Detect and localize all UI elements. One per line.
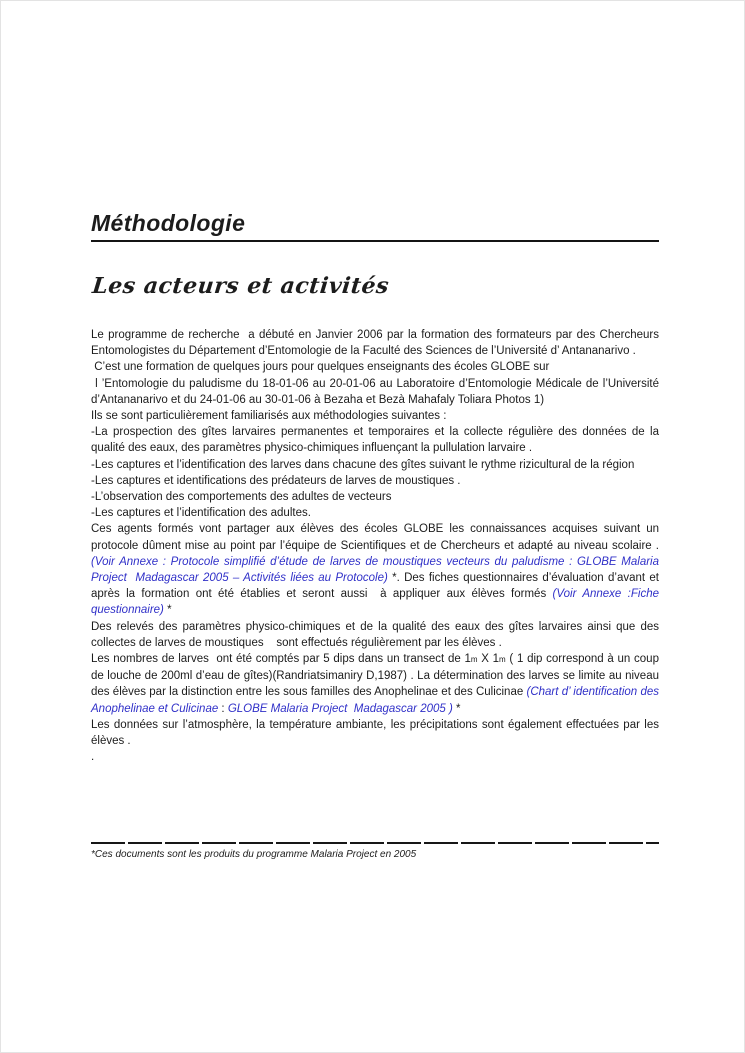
paragraph xyxy=(91,489,659,505)
text-segment: m xyxy=(499,655,506,665)
text-segment: -La prospection des gîtes larvaires permanentes et temporaires et la collecte régulière des données de la qualité des eaux, des paramètres physico-chimiques influençant la pullulation larvaire . xyxy=(91,426,663,455)
footnote-text: *Ces documents sont les produits du programme Malaria Project en 2005 xyxy=(91,849,417,860)
paragraph xyxy=(91,717,663,749)
paragraph xyxy=(91,521,663,618)
paragraph xyxy=(91,376,663,408)
text-segment: -Les captures et l’identification des adultes. xyxy=(91,507,311,520)
text-segment: C’est une formation de quelques jours pour quelques enseignants des écoles GLOBE sur xyxy=(91,361,550,374)
annex-reference: (Voir Annexe :Fiche questionnaire) xyxy=(91,588,663,617)
paragraph xyxy=(91,408,659,424)
text-segment: Des relevés des paramètres physico-chimiques et de la qualité des eaux des gîtes larvaires ainsi que des collectes de larves de moustiques sont effectués régulièrement par les élèves . xyxy=(91,620,663,649)
title-underline-rule xyxy=(91,240,659,242)
paragraph xyxy=(91,651,663,717)
text-segment: *. Des fiches questionnaires d’évaluation d’avant et après la formation ont été établies et seront aussi à appliquer aux élèves formés xyxy=(91,572,663,601)
text-segment: l ’Entomologie du paludisme du 18-01-06 au 20-01-06 au Laboratoire d’Entomologie Médicale de l’Université d’Antananarivo et du 24-01-06 au 30-01-06 à Bezaha et Bezà Mahafaly Toliara Photos 1) xyxy=(91,377,663,406)
paragraph xyxy=(91,473,659,489)
paragraph xyxy=(91,327,663,359)
footnote-block xyxy=(91,842,659,860)
text-segment: -L’observation des comportements des adultes de vecteurs xyxy=(91,491,392,504)
page-title: Méthodologie xyxy=(91,210,246,236)
paragraph xyxy=(91,359,659,375)
text-segment: -Les captures et identifications des prédateurs de larves de moustiques . xyxy=(91,474,461,487)
paragraph xyxy=(91,749,659,765)
text-segment: Les données sur l’atmosphère, la température ambiante, les précipitations sont également effectuées par les élèves . xyxy=(91,718,663,748)
text-segment: Les nombres de larves ont été comptés par 5 dips dans un transect de 1 xyxy=(91,653,471,666)
paragraph xyxy=(91,619,663,651)
paragraph xyxy=(91,424,663,456)
text-segment: . xyxy=(91,751,95,764)
text-segment: * xyxy=(163,604,172,617)
annex-reference: (Chart d’ identification des Anophelinae et Culicinae xyxy=(91,686,662,715)
body-text xyxy=(91,327,663,765)
paragraph xyxy=(91,505,659,521)
text-segment: Ces agents formés vont partager aux élèves des écoles GLOBE les connaissances acquises suivant un protocole dûment mise au point par l’équipe de Scientifiques et de Chercheurs et adapté au niveau scolaire . xyxy=(91,523,663,552)
text-segment: -Les captures et l’identification des larves dans chacune des gîtes suivant le rythme rizicultural de la région xyxy=(91,458,635,471)
section-heading: Les acteurs et activités xyxy=(91,273,391,299)
text-segment: X 1 xyxy=(477,653,500,666)
annex-reference: (Voir Annexe : Protocole simplifié d’étude de larves de moustiques vecteurs du paludisme : GLOBE Malaria Project Madagascar 2005 – Activités liées au Protocole) xyxy=(91,555,663,585)
text-segment: Ils se sont particulièrement familiarisés aux méthodologies suivantes : xyxy=(91,410,447,423)
text-segment: : xyxy=(218,702,228,715)
text-segment: Le programme de recherche a débuté en Janvier 2006 par la formation des formateurs par des Chercheurs Entomologistes du Département d’Entomologie de la Faculté des Sciences de l’Université d’ Antananarivo . xyxy=(91,329,663,358)
paragraph xyxy=(91,457,659,473)
title-block xyxy=(91,210,659,242)
footnote-separator-rule xyxy=(91,842,659,844)
text-segment: m xyxy=(470,655,478,665)
annex-reference: GLOBE Malaria Project Madagascar 2005 ) xyxy=(227,702,453,715)
text-segment: ( 1 dip correspond à un coup de louche de 200ml d’eau de gîtes)(Randriatsimaniry D,1987) . La détermination des larves se limite au niveau des élèves par la distinction entre les sous familles des Anophelinae et des Culicinae xyxy=(91,653,663,699)
text-segment: * xyxy=(452,702,461,715)
